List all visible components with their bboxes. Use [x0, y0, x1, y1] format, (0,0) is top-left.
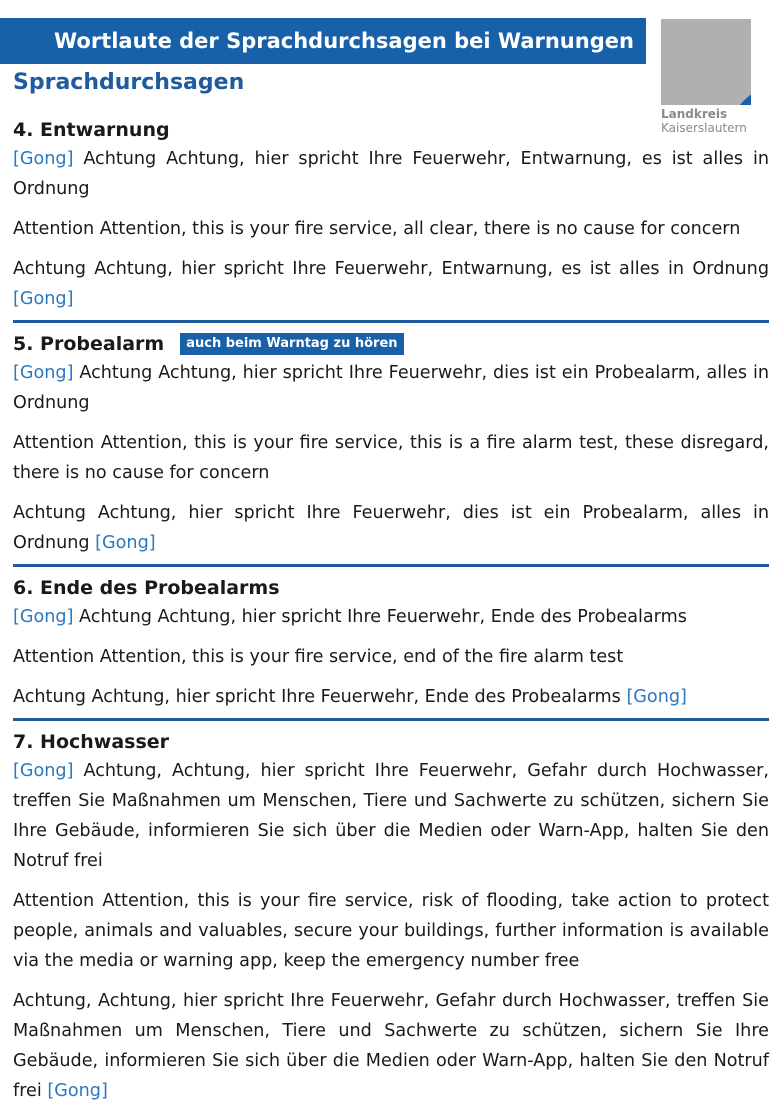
english-text: Attention Attention, this is your fire service, all clear, there is no cause for concern [13, 219, 741, 239]
gong-marker: [Gong] [13, 149, 74, 169]
gong-marker: [Gong] [13, 363, 74, 383]
gong-marker: [Gong] [626, 687, 687, 707]
german-outro-text: Achtung Achtung, hier spricht Ihre Feuerwehr, dies ist ein Probealarm, alles in Ordnung [Gong] [13, 503, 769, 553]
section-title: 7. Hochwasser [13, 731, 170, 753]
gong-marker: [Gong] [13, 607, 74, 627]
german-outro-text: Achtung Achtung, hier spricht Ihre Feuerwehr, Entwarnung, es ist alles in Ordnung [Gong] [13, 259, 769, 309]
gong-marker: [Gong] [13, 289, 74, 309]
german-intro-text: [Gong] Achtung, Achtung, hier spricht Ihre Feuerwehr, Gefahr durch Hochwasser, treffen Sie Maßnahmen um Menschen, Tiere und Sachwerte zu schützen, sichern Sie Ihre Gebäude, informieren Sie sich über die Medien oder Warn-App, halten Sie den Notruf frei [13, 761, 769, 871]
english-text: Attention Attention, this is your fire service, this is a fire alarm test, these disregard, there is no cause for concern [13, 433, 769, 483]
gong-marker: [Gong] [95, 533, 156, 553]
english-text: Attention Attention, this is your fire service, risk of flooding, take action to protect people, animals and valuables, secure your buildings, further information is available via the media or warning app, keep the emergency number free [13, 891, 769, 971]
gong-marker: [Gong] [47, 1081, 108, 1101]
german-outro-text: Achtung Achtung, hier spricht Ihre Feuerwehr, Ende des Probealarms [Gong] [13, 687, 687, 707]
german-intro-text: [Gong] Achtung Achtung, hier spricht Ihre Feuerwehr, Entwarnung, es ist alles in Ordnung [13, 149, 769, 199]
german-outro-text: Achtung, Achtung, hier spricht Ihre Feuerwehr, Gefahr durch Hochwasser, treffen Sie Maßnahmen um Menschen, Tiere und Sachwerte zu schützen, sichern Sie Ihre Gebäude, informieren Sie sich über die Medien oder Warn-App, halten Sie den Notruf frei [Gong] [13, 991, 769, 1101]
logo-subtitle: Kaiserslautern [661, 121, 747, 135]
logo-shape [661, 19, 751, 105]
section-hochwasser [13, 728, 769, 1112]
section-ende-probealarm [13, 574, 769, 721]
page-subtitle: Sprachdurchsagen [13, 70, 245, 95]
section-entwarnung [13, 116, 769, 323]
section-title: 4. Entwarnung [13, 119, 170, 141]
english-text: Attention Attention, this is your fire service, end of the fire alarm test [13, 647, 624, 667]
german-intro-text: [Gong] Achtung Achtung, hier spricht Ihre Feuerwehr, Ende des Probealarms [13, 607, 687, 627]
section-title: 6. Ende des Probealarms [13, 577, 280, 599]
section-title: 5. Probealarm [13, 333, 165, 355]
section-probealarm [13, 330, 769, 567]
announcements-list [13, 116, 769, 1119]
logo-arc-icon [729, 85, 751, 105]
logo-name: Landkreis [661, 107, 728, 121]
german-intro-text: [Gong] Achtung Achtung, hier spricht Ihre Feuerwehr, dies ist ein Probealarm, alles in Ordnung [13, 363, 769, 413]
banner-title: Wortlaute der Sprachdurchsagen bei Warnungen [0, 18, 646, 64]
warntag-badge: auch beim Warntag zu hören [180, 333, 403, 355]
gong-marker: [Gong] [13, 761, 74, 781]
section-title-row [13, 330, 769, 358]
